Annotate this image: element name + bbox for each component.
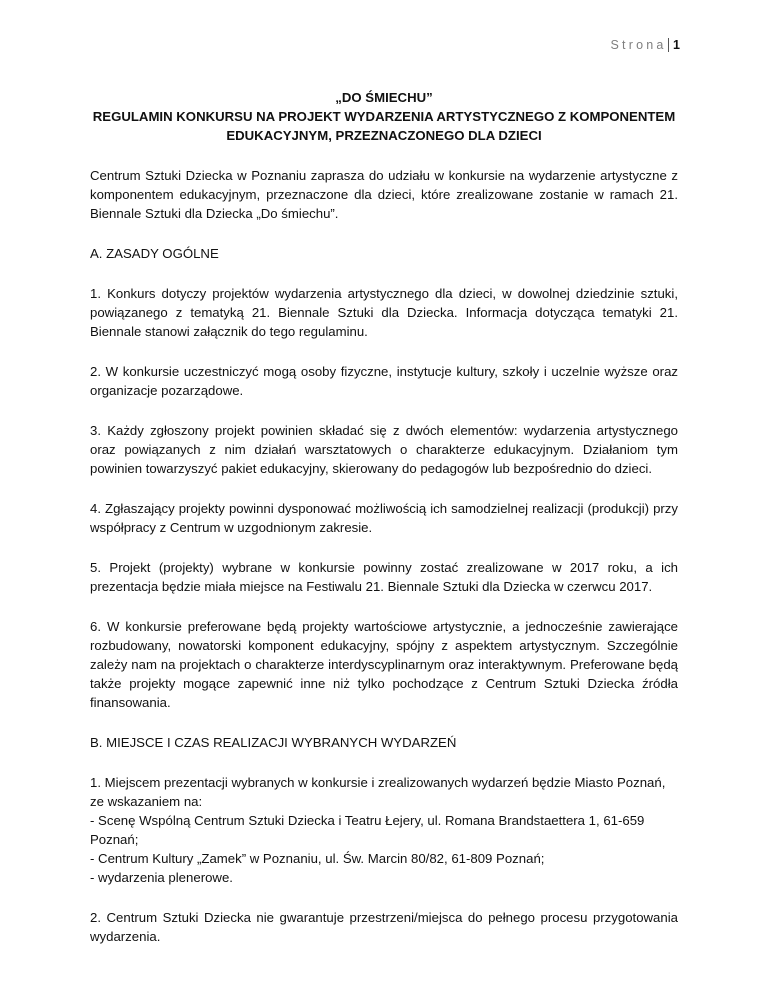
section-b-item-2: 2. Centrum Sztuki Dziecka nie gwarantuje przestrzeni/miejsca do pełnego procesu przygotowania wydarzenia. [90, 910, 678, 944]
intro-paragraph: Centrum Sztuki Dziecka w Poznaniu zaprasza do udziału w konkursie na wydarzenie artystyczne z komponentem edukacyjnym, przeznaczone dla dzieci, które zrealizowane zostanie w ramach 21. Biennale Sztuki dla Dziecka „Do śmiechu”. [90, 168, 678, 221]
section-b-location-2: - Centrum Kultury „Zamek” w Poznaniu, ul. Św. Marcin 80/82, 61-809 Poznań; [90, 851, 545, 866]
section-b-location-3: - wydarzenia plenerowe. [90, 870, 233, 885]
page-number: 1 [673, 38, 680, 52]
section-a-item-1: 1. Konkurs dotyczy projektów wydarzenia artystycznego dla dzieci, w dowolnej dziedzinie sztuki, powiązanego z tematyką 21. Biennale Sztuki dla Dziecka. Informacja dotycząca tematyki 21. Biennale stanowi załącznik do tego regulaminu. [90, 286, 678, 339]
section-a-item-2: 2. W konkursie uczestniczyć mogą osoby fizyczne, instytucje kultury, szkoły i uczelnie wyższe oraz organizacje pozarządowe. [90, 364, 678, 398]
section-a-item-3: 3. Każdy zgłoszony projekt powinien składać się z dwóch elementów: wydarzenia artystycznego oraz powiązanych z nim działań warsztatowych o charakterze edukacyjnym. Działaniom tym powinien towarzyszyć pakiet edukacyjny, skierowany do pedagogów lub bezpośrednio do dzieci. [90, 423, 678, 476]
section-a-item-6: 6. W konkursie preferowane będą projekty wartościowe artystycznie, a jednocześnie zawierające rozbudowany, nowatorski komponent edukacyjny, spójny z aspektem artystycznym. Szczególnie zależy nam na projektach o charakterze interdyscyplinarnym oraz interaktywnym. Preferowane będą także projekty mogące zapewnić inne niż tylko pochodzące z Centrum Sztuki Dziecka źródła finansowania. [90, 619, 678, 710]
page-header [611, 38, 680, 52]
page-label: Strona [610, 38, 667, 52]
section-a-heading: A. ZASADY OGÓLNE [90, 246, 219, 261]
section-b-location-1: - Scenę Wspólną Centrum Sztuki Dziecka i Teatru Łejery, ul. Romana Brandstaettera 1, 61-659 Poznań; [90, 813, 645, 847]
section-a-item-5: 5. Projekt (projekty) wybrane w konkursie powinny zostać zrealizowane w 2017 roku, a ich prezentacja będzie miała miejsce na Festiwalu 21. Biennale Sztuki dla Dziecka w czerwcu 2017. [90, 560, 678, 594]
section-a-item-4: 4. Zgłaszający projekty powinni dysponować możliwością ich samodzielnej realizacji (produkcji) przy współpracy z Centrum w uzgodnionym zakresie. [90, 501, 678, 535]
section-b-item-1-intro: 1. Miejscem prezentacji wybranych w konkursie i zrealizowanych wydarzeń będzie Miasto Poznań, ze wskazaniem na: [90, 775, 666, 809]
title-line-2: REGULAMIN KONKURSU NA PROJEKT WYDARZENIA ARTYSTYCZNEGO Z KOMPONENTEM [92, 109, 676, 124]
header-separator [668, 38, 670, 52]
document-title [90, 88, 678, 145]
section-b-heading: B. MIEJSCE I CZAS REALIZACJI WYBRANYCH WYDARZEŃ [90, 735, 457, 750]
section-b-item-1 [90, 773, 678, 887]
document-body [90, 88, 678, 967]
title-line-3: EDUKACYJNYM, PRZEZNACZONEGO DLA DZIECI [226, 128, 542, 143]
title-line-1: „DO ŚMIECHU” [335, 90, 433, 105]
